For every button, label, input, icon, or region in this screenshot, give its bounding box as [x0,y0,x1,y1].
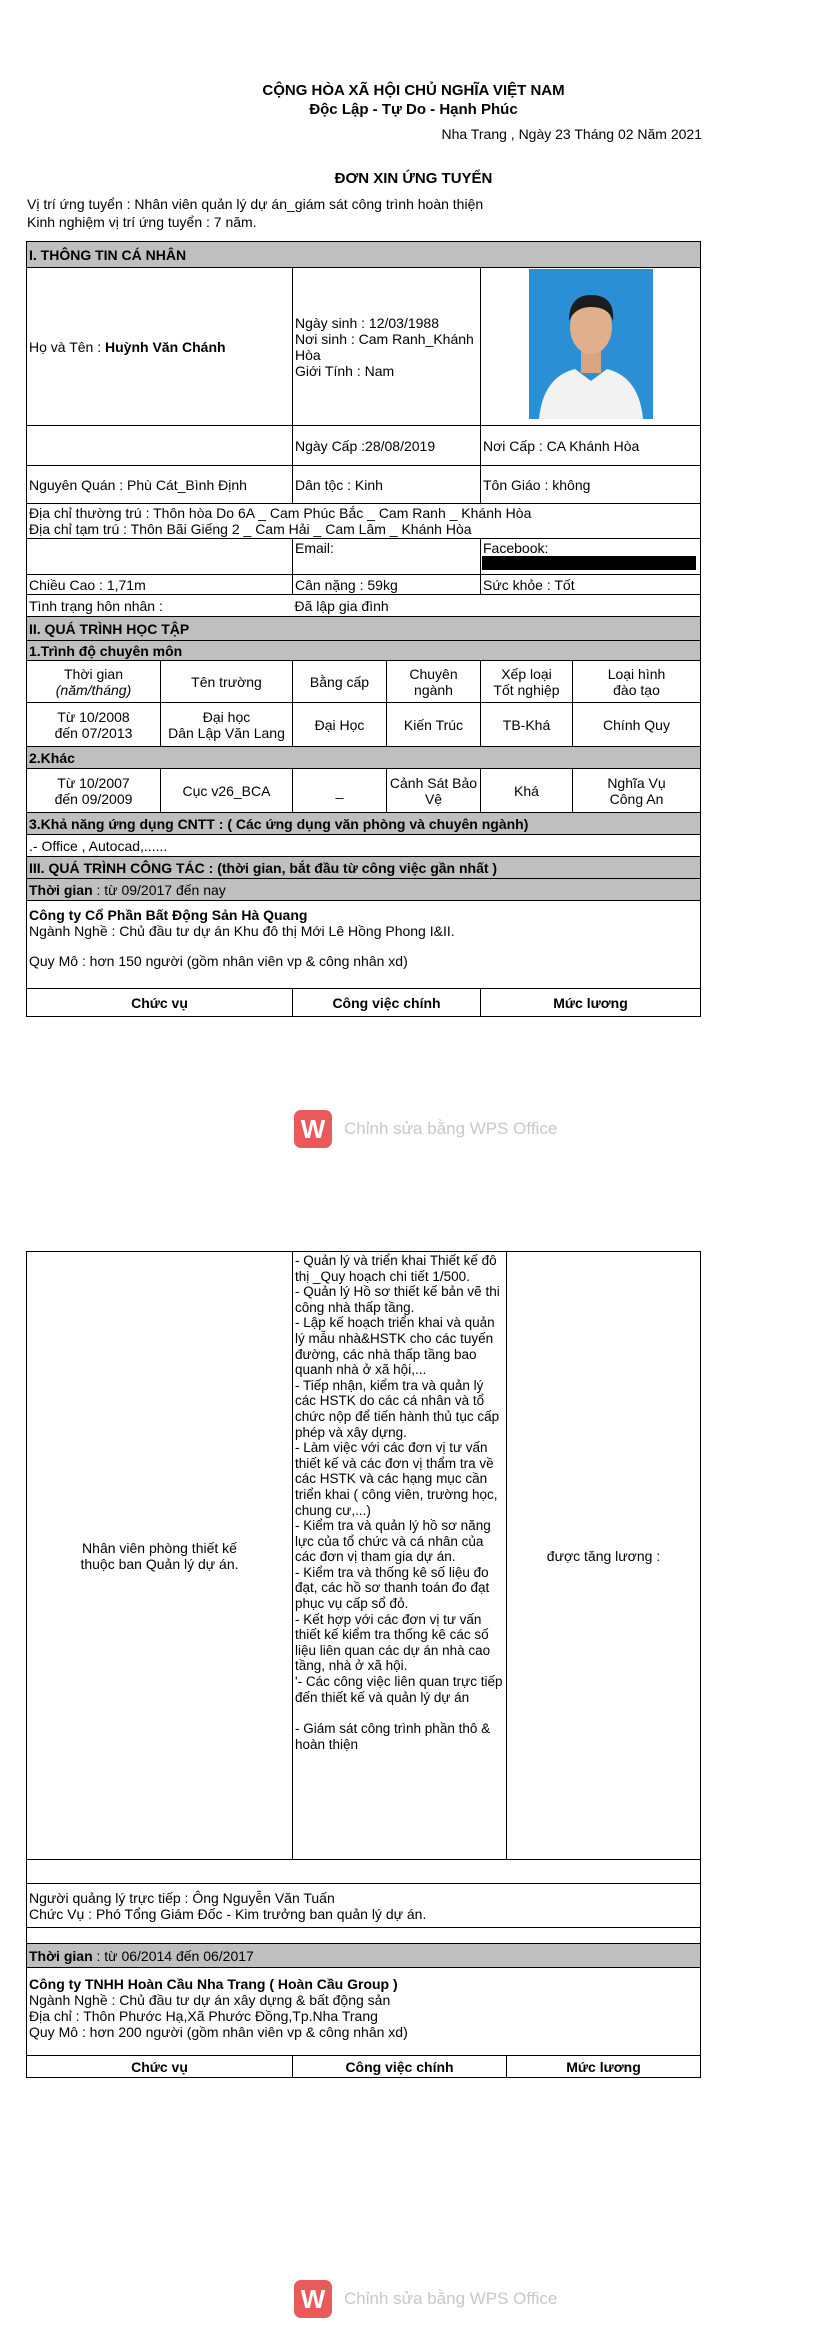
wps-logo-icon: W [294,2280,332,2318]
job2-address: Địa chỉ : Thôn Phước Hạ,Xã Phước Đồng,Tp.Nha Trang [29,2008,378,2024]
job1-manager-title: Chức Vụ : Phó Tổng Giám Đốc - Kim trưởng ban quản lý dự án. [29,1905,427,1922]
subsection-other: 2.Khác [27,747,701,769]
job2-scale: Quy Mô : hơn 200 người (gồm nhân viên vp & công nhân xd) [29,2024,408,2040]
header-degree: Bằng cấp [293,661,387,703]
marital-value: Đã lập gia đình [293,595,701,617]
facebook-cell [481,539,701,575]
portrait-icon [529,269,653,419]
motto: Độc Lập - Tự Do - Hạnh Phúc [309,101,518,118]
col-position: Chức vụ [27,989,293,1017]
facebook-label: Facebook: [483,540,549,556]
blank-row [27,1860,701,1884]
job2-industry: Ngành Nghề : Chủ đầu tư dự án xây dựng & bất động sản [29,1992,391,2008]
section-education: II. QUÁ TRÌNH HỌC TẬP [27,617,701,641]
name-value: Huỳnh Văn Chánh [105,338,226,355]
issue-place: Nơi Cấp : CA Khánh Hòa [481,426,701,466]
height: Chiều Cao : 1,71m [27,575,293,595]
position-applied: Vị trí ứng tuyển : Nhân viên quản lý dự án_giám sát công trình hoàn thiện [27,196,484,212]
col-main-work: Công việc chính [293,2056,507,2078]
issue-date: Ngày Cấp :28/08/2019 [293,426,481,466]
hometown: Nguyên Quán : Phù Cát_Bình Định [27,466,293,504]
experience: Kinh nghiệm vị trí ứng tuyển : 7 năm. [27,214,257,230]
ethnicity: Dân tộc : Kinh [293,466,481,504]
portrait-photo [529,269,653,419]
name-label: Họ và Tên : [29,338,106,355]
address-cell [27,504,701,539]
job1-company-cell [27,901,701,989]
job2-company-cell [27,1968,701,2056]
application-form-page1 [26,241,701,1017]
job2-company: Công ty TNHH Hoàn Cầu Nha Trang ( Hoàn Cầu Group ) [29,1976,398,1992]
email-cell [293,539,481,575]
photo-cell [481,268,701,426]
weight: Cân nặng : 59kg [293,575,481,595]
temporary-address: Địa chỉ tạm trú : Thôn Bãi Giếng 2 _ Cam Hải _ Cam Lâm _ Khánh Hòa [29,521,472,537]
col-salary: Mức lương [507,2056,701,2078]
job1-salary: được tăng lương : [507,1252,701,1860]
permanent-address: Địa chỉ thường trú : Thôn hòa Do 6A _ Cam Phúc Bắc _ Cam Ranh _ Khánh Hòa [29,505,532,521]
job1-manager: Người quảng lý trực tiếp : Ông Nguyễn Văn Tuấn [29,1889,335,1906]
blank-cell [27,426,293,466]
job1-time: Thời gian : từ 09/2017 đến nay [27,879,701,901]
header-school: Tên trường [161,661,293,703]
section-personal: I. THÔNG TIN CÁ NHÂN [27,242,701,268]
wps-watermark [294,1110,558,1150]
date-line: Nha Trang , Ngày 23 Tháng 02 Năm 2021 [441,126,702,142]
job2-time: Thời gian : từ 06/2014 đến 06/2017 [27,1944,701,1968]
wps-logo-icon: W [294,1110,332,1148]
form-title: ĐƠN XIN ỨNG TUYỂN [334,170,493,187]
header-grade: Xếp loại Tốt nghiệp [481,661,573,703]
col-position: Chức vụ [27,2056,293,2078]
job1-manager-cell [27,1884,701,1928]
job1-company: Công ty Cổ Phần Bất Động Sản Hà Quang [29,907,308,923]
job1-scale: Quy Mô : hơn 150 người (gồm nhân viên vp & công nhân xd) [29,953,408,969]
full-name-cell [27,268,293,426]
wps-watermark [294,2280,558,2320]
dob: Ngày sinh : 12/03/1988 [295,314,439,331]
subsection-it-skills: 3.Khả năng ứng dụng CNTT : ( Các ứng dụng văn phòng và chuyên ngành) [27,813,701,835]
section-work: III. QUÁ TRÌNH CÔNG TÁC : (thời gian, bắt đầu từ công việc gần nhất ) [27,857,701,879]
blank-row [27,1928,701,1944]
email-label: Email: [295,540,334,556]
header-time: Thời gian (năm/tháng) [27,661,161,703]
national-title: CỘNG HÒA XÃ HỘI CHỦ NGHĨA VIỆT NAM [262,82,565,99]
birth-info-cell [293,268,481,426]
blank-contact-cell [27,539,293,575]
wps-watermark-text: Chỉnh sửa bằng WPS Office [344,2289,558,2308]
subsection-professional: 1.Trình độ chuyên môn [27,641,701,661]
gender: Giới Tính : Nam [295,362,395,379]
birthplace: Nơi sinh : Cam Ranh_Khánh Hòa [295,330,474,363]
header-major: Chuyên ngành [387,661,481,703]
health: Sức khỏe : Tốt [481,575,701,595]
table-row: Từ 10/2008 đến 07/2013 Đại học Dân Lập Văn Lang Đại Học Kiến Trúc TB-Khá Chính Quy [27,703,701,747]
marital-label: Tình trạng hôn nhân : [27,595,293,617]
job1-position: Nhân viên phòng thiết kế thuộc ban Quản lý dự án. [27,1252,293,1860]
table-row: Từ 10/2007 đến 09/2009 Cục v26_BCA _ Cảnh Sát Bảo Vệ Khá Nghĩa Vụ Công An [27,769,701,813]
job1-industry: Ngành Nghề : Chủ đầu tư dự án Khu đô thị Mới Lê Hồng Phong I&II. [29,923,455,939]
job1-duties: - Quản lý và triển khai Thiết kế đô thị _Quy hoạch chi tiết 1/500. - Quản lý Hồ sơ thiết kế bản vẽ thi công nhà thấp tầng. - Lập kế hoạch triển khai và quản lý mẫu nhà&HSTK cho các tuyến đường, các nhà thấp tầng bao quanh nhà ở xã hội,... - Tiếp nhận, kiểm tra và quản lý các HSTK do các cá nhân và tổ chức nộp để tiến hành thủ tục cấp phép và xây dựng. - Làm việc với các đơn vị tư vấn thiết kế và các đơn vị thẩm tra về các HSTK và các hạng mục cần triển khai ( công viên, trường học, chung cư,...) - Kiểm tra và quản lý hồ sơ năng lực của tổ chức và cá nhân của các đơn vị tham gia dự án. - Kiểm tra và thống kê số liệu đo đạt, các hồ sơ thanh toán đo đạt phục vụ cấp sổ đỏ. - Kết hợp với các đơn vị tư vấn thiết kế kiểm tra thống kê các số liệu liên quan các dự án nhà cao tầng, nhà ở xã hội. '- Các công việc liên quan trực tiếp đến thiết kế và quản lý dự án - Giám sát công trình phần thô & hoàn thiện [293,1252,507,1860]
application-form-page2 [26,1251,701,2078]
wps-watermark-text: Chỉnh sửa bằng WPS Office [344,1119,558,1138]
col-salary: Mức lương [481,989,701,1017]
redacted-bar [482,556,696,570]
header-training-type: Loại hình đào tạo [573,661,701,703]
it-skills: .- Office , Autocad,...... [27,835,701,857]
religion: Tôn Giáo : không [481,466,701,504]
col-main-work: Công việc chính [293,989,481,1017]
